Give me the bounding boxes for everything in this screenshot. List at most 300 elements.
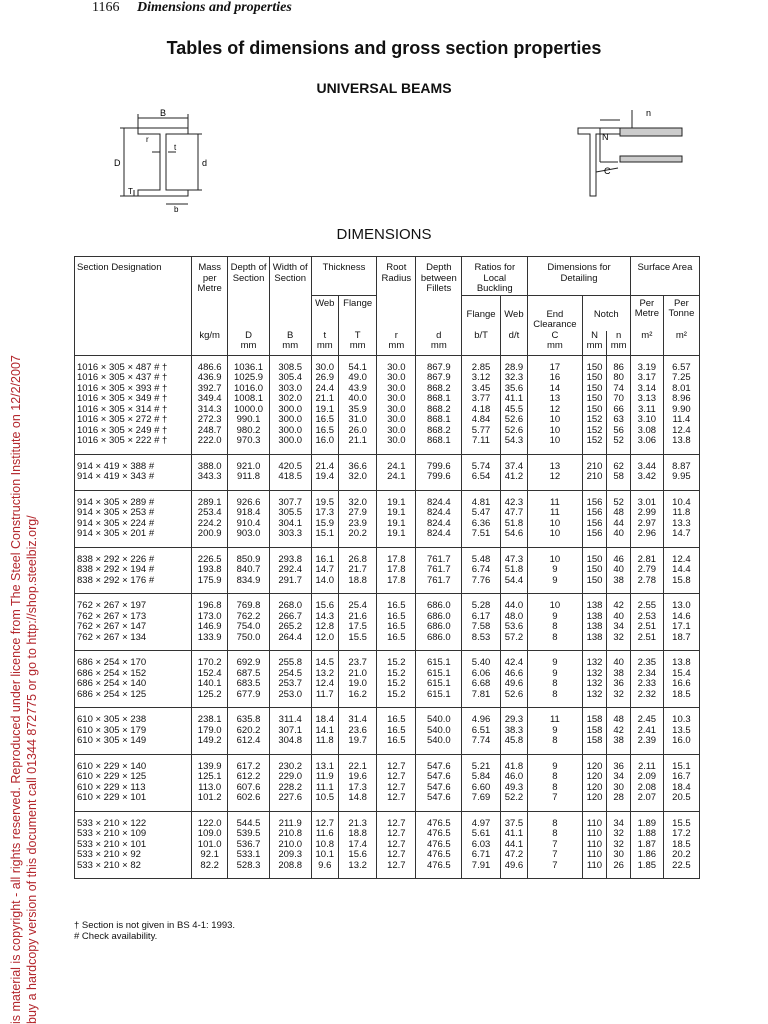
table-cell: 762.2 bbox=[228, 612, 270, 623]
table-cell: 210 bbox=[582, 454, 607, 472]
table-cell: 615.1 bbox=[416, 690, 462, 708]
table-cell: 26.8 bbox=[339, 547, 377, 565]
fig-label-d: d bbox=[202, 158, 208, 168]
table-cell: 17.8 bbox=[377, 576, 416, 594]
unit-N-mm: mm bbox=[586, 340, 603, 351]
table-cell: 533.1 bbox=[228, 850, 270, 861]
table-cell: 13.3 bbox=[663, 519, 699, 530]
table-cell: 51.8 bbox=[500, 519, 527, 530]
unit-n-mm: mm bbox=[610, 340, 627, 351]
table-cell: 17.8 bbox=[377, 547, 416, 565]
fig-label-T: T bbox=[128, 187, 133, 196]
table-cell: 41.1 bbox=[500, 394, 527, 405]
section-group bbox=[75, 754, 700, 811]
table-cell: 63 bbox=[607, 415, 630, 426]
table-cell: 19.0 bbox=[339, 679, 377, 690]
table-cell: 12.7 bbox=[377, 840, 416, 851]
running-head bbox=[92, 0, 292, 16]
table-cell: 18.5 bbox=[663, 840, 699, 851]
table-cell: 54.6 bbox=[500, 529, 527, 547]
table-cell: 54.1 bbox=[339, 355, 377, 373]
table-cell: 926.6 bbox=[228, 490, 270, 508]
table-cell: 12.7 bbox=[377, 772, 416, 783]
table-cell: 49.6 bbox=[500, 679, 527, 690]
section-designation: 610 × 229 × 101 bbox=[75, 793, 192, 811]
table-cell: 3.14 bbox=[630, 384, 663, 395]
table-cell: 2.35 bbox=[630, 651, 663, 669]
table-row bbox=[75, 850, 700, 861]
table-cell: 607.6 bbox=[228, 783, 270, 794]
unit-D-mm: mm bbox=[240, 340, 257, 351]
table-cell: 26 bbox=[607, 861, 630, 879]
section-designation: 533 × 210 × 109 bbox=[75, 829, 192, 840]
table-cell: 16.5 bbox=[377, 708, 416, 726]
table-cell: 1016.0 bbox=[228, 384, 270, 395]
table-cell: 686.0 bbox=[416, 612, 462, 623]
table-cell: 20.2 bbox=[339, 529, 377, 547]
table-cell: 3.01 bbox=[630, 490, 663, 508]
table-row bbox=[75, 633, 700, 651]
table-cell: 56 bbox=[607, 426, 630, 437]
table-cell: 8 bbox=[528, 811, 582, 829]
table-cell: 305.5 bbox=[269, 508, 311, 519]
table-row bbox=[75, 690, 700, 708]
table-cell: 12.7 bbox=[377, 861, 416, 879]
table-cell: 110 bbox=[582, 811, 607, 829]
table-cell: 32.3 bbox=[500, 373, 527, 384]
table-cell: 970.3 bbox=[228, 436, 270, 454]
table-cell: 57.2 bbox=[500, 633, 527, 651]
table-cell: 15.2 bbox=[377, 651, 416, 669]
table-cell: 7.69 bbox=[462, 793, 500, 811]
table-cell: 150 bbox=[582, 394, 607, 405]
table-cell: 12.7 bbox=[377, 793, 416, 811]
table-cell: 3.19 bbox=[630, 355, 663, 373]
table-cell: 754.0 bbox=[228, 622, 270, 633]
table-cell: 13.8 bbox=[663, 436, 699, 454]
table-cell: 19.1 bbox=[377, 519, 416, 530]
table-cell: 307.7 bbox=[269, 490, 311, 508]
table-cell: 300.0 bbox=[269, 436, 311, 454]
table-cell: 18.5 bbox=[663, 690, 699, 708]
footnote-hash: # Check availability. bbox=[74, 931, 158, 942]
table-cell: 307.1 bbox=[269, 726, 311, 737]
unit-T: T bbox=[354, 329, 361, 341]
table-cell: 253.4 bbox=[192, 508, 228, 519]
section-designation: 838 × 292 × 176 # bbox=[75, 576, 192, 594]
table-cell: 17.4 bbox=[339, 840, 377, 851]
table-cell: 300.0 bbox=[269, 405, 311, 416]
table-cell: 12.4 bbox=[663, 426, 699, 437]
section-group bbox=[75, 355, 700, 454]
table-cell: 30.0 bbox=[377, 436, 416, 454]
table-row bbox=[75, 529, 700, 547]
table-cell: 7.74 bbox=[462, 736, 500, 754]
table-cell: 152 bbox=[582, 426, 607, 437]
section-designation: 610 × 305 × 179 bbox=[75, 726, 192, 737]
table-cell: 24.1 bbox=[377, 454, 416, 472]
table-cell: 547.6 bbox=[416, 772, 462, 783]
table-cell: 911.8 bbox=[228, 472, 270, 490]
table-cell: 12.7 bbox=[377, 850, 416, 861]
table-cell: 21.7 bbox=[339, 565, 377, 576]
side-note-line2: buy a hardcopy version of this document call 01344 872775 or go to http://shop.steelbiz.org/ bbox=[25, 515, 39, 1024]
unit-D: D bbox=[245, 329, 252, 341]
table-cell: 16.0 bbox=[311, 436, 338, 454]
table-cell: 868.2 bbox=[416, 426, 462, 437]
th-depth: Depth of Section bbox=[228, 257, 270, 331]
table-cell: 150 bbox=[582, 384, 607, 395]
table-cell: 16.1 bbox=[311, 547, 338, 565]
section-designation: 1016 × 305 × 272 # † bbox=[75, 415, 192, 426]
table-cell: 28 bbox=[607, 793, 630, 811]
table-row bbox=[75, 829, 700, 840]
table-cell: 210.0 bbox=[269, 840, 311, 851]
table-cell: 30 bbox=[607, 850, 630, 861]
table-cell: 40 bbox=[607, 612, 630, 623]
table-cell: 304.8 bbox=[269, 736, 311, 754]
fig-label-t: t bbox=[174, 143, 177, 152]
table-cell: 617.2 bbox=[228, 754, 270, 772]
table-row bbox=[75, 622, 700, 633]
table-cell: 20.5 bbox=[663, 793, 699, 811]
table-cell: 540.0 bbox=[416, 708, 462, 726]
table-cell: 13.2 bbox=[339, 861, 377, 879]
table-cell: 266.7 bbox=[269, 612, 311, 623]
table-cell: 2.81 bbox=[630, 547, 663, 565]
table-cell: 868.1 bbox=[416, 436, 462, 454]
table-cell: 42 bbox=[607, 726, 630, 737]
table-cell: 82.2 bbox=[192, 861, 228, 879]
table-cell: 29.3 bbox=[500, 708, 527, 726]
table-row bbox=[75, 394, 700, 405]
table-cell: 11 bbox=[528, 508, 582, 519]
table-cell: 8 bbox=[528, 633, 582, 651]
table-cell: 10 bbox=[528, 436, 582, 454]
table-cell: 146.9 bbox=[192, 622, 228, 633]
table-cell: 17.1 bbox=[663, 622, 699, 633]
dimensions-table bbox=[74, 256, 700, 879]
table-cell: 132 bbox=[582, 669, 607, 680]
table-cell: 19.1 bbox=[377, 529, 416, 547]
table-cell: 11 bbox=[528, 708, 582, 726]
table-cell: 2.79 bbox=[630, 565, 663, 576]
section-designation: 686 × 254 × 170 bbox=[75, 651, 192, 669]
table-cell: 15.2 bbox=[377, 679, 416, 690]
section-group bbox=[75, 594, 700, 651]
table-cell: 16 bbox=[528, 373, 582, 384]
table-cell: 2.78 bbox=[630, 576, 663, 594]
table-cell: 10.3 bbox=[663, 708, 699, 726]
table-cell: 38 bbox=[607, 669, 630, 680]
table-cell: 14 bbox=[528, 384, 582, 395]
table-cell: 21.6 bbox=[339, 612, 377, 623]
table-cell: 867.9 bbox=[416, 355, 462, 373]
table-cell: 120 bbox=[582, 783, 607, 794]
table-cell: 850.9 bbox=[228, 547, 270, 565]
section-group bbox=[75, 708, 700, 755]
table-cell: 30.0 bbox=[311, 355, 338, 373]
fig-label-C: C bbox=[604, 166, 611, 176]
table-cell: 686.0 bbox=[416, 594, 462, 612]
table-row bbox=[75, 490, 700, 508]
section-designation: 838 × 292 × 226 # bbox=[75, 547, 192, 565]
footnote-dagger: † Section is not given in BS 4-1: 1993. bbox=[74, 920, 236, 931]
table-cell: 16.5 bbox=[377, 633, 416, 651]
unit-bT: b/T bbox=[462, 331, 500, 356]
table-row bbox=[75, 454, 700, 472]
table-cell: 248.7 bbox=[192, 426, 228, 437]
th-r-web: Web bbox=[500, 295, 527, 331]
table-cell: 38.3 bbox=[500, 726, 527, 737]
table-cell: 26.9 bbox=[311, 373, 338, 384]
table-cell: 12 bbox=[528, 472, 582, 490]
section-designation: 533 × 210 × 101 bbox=[75, 840, 192, 851]
table-cell: 476.5 bbox=[416, 850, 462, 861]
table-cell: 547.6 bbox=[416, 754, 462, 772]
table-cell: 139.9 bbox=[192, 754, 228, 772]
table-cell: 16.5 bbox=[377, 622, 416, 633]
table-cell: 9 bbox=[528, 754, 582, 772]
table-cell: 11.6 bbox=[311, 829, 338, 840]
unit-r: r bbox=[394, 329, 398, 341]
table-cell: 18.7 bbox=[663, 633, 699, 651]
fig-label-N: N bbox=[602, 132, 609, 142]
table-cell: 196.8 bbox=[192, 594, 228, 612]
table-cell: 15.9 bbox=[311, 519, 338, 530]
table-cell: 8 bbox=[528, 736, 582, 754]
table-cell: 2.08 bbox=[630, 783, 663, 794]
table-cell: 528.3 bbox=[228, 861, 270, 879]
table-cell: 761.7 bbox=[416, 565, 462, 576]
table-cell: 211.9 bbox=[269, 811, 311, 829]
table-cell: 18.4 bbox=[663, 783, 699, 794]
table-cell: 5.28 bbox=[462, 594, 500, 612]
unit-d: d bbox=[436, 329, 442, 341]
table-cell: 47.3 bbox=[500, 547, 527, 565]
table-cell: 7 bbox=[528, 850, 582, 861]
fig-label-r: r bbox=[146, 135, 149, 144]
table-row bbox=[75, 736, 700, 754]
table-cell: 14.8 bbox=[339, 793, 377, 811]
table-cell: 49.3 bbox=[500, 783, 527, 794]
table-cell: 10 bbox=[528, 415, 582, 426]
table-cell: 5.61 bbox=[462, 829, 500, 840]
table-cell: 686.0 bbox=[416, 622, 462, 633]
table-cell: 7.58 bbox=[462, 622, 500, 633]
table-cell: 175.9 bbox=[192, 576, 228, 594]
table-cell: 9.95 bbox=[663, 472, 699, 490]
table-cell: 3.17 bbox=[630, 373, 663, 384]
table-cell: 420.5 bbox=[269, 454, 311, 472]
table-cell: 476.5 bbox=[416, 840, 462, 851]
table-cell: 156 bbox=[582, 519, 607, 530]
table-cell: 227.6 bbox=[269, 793, 311, 811]
table-cell: 30.0 bbox=[377, 394, 416, 405]
table-row bbox=[75, 472, 700, 490]
table-cell: 903.0 bbox=[228, 529, 270, 547]
section-designation: 762 × 267 × 197 bbox=[75, 594, 192, 612]
table-cell: 292.4 bbox=[269, 565, 311, 576]
table-cell: 12.7 bbox=[377, 754, 416, 772]
unit-t: t bbox=[323, 329, 327, 341]
table-cell: 16.5 bbox=[377, 594, 416, 612]
table-cell: 43.9 bbox=[339, 384, 377, 395]
table-cell: 264.4 bbox=[269, 633, 311, 651]
table-cell: 540.0 bbox=[416, 726, 462, 737]
table-cell: 17.2 bbox=[663, 829, 699, 840]
unit-surface-tonne: m² bbox=[663, 331, 699, 356]
table-cell: 11.1 bbox=[311, 783, 338, 794]
section-designation: 533 × 210 × 82 bbox=[75, 861, 192, 879]
th-thickness: Thickness bbox=[311, 257, 377, 296]
th-ratios: Ratios for Local Buckling bbox=[462, 257, 528, 296]
table-cell: 32 bbox=[607, 690, 630, 708]
th-root: Root Radius bbox=[377, 257, 416, 331]
table-cell: 2.55 bbox=[630, 594, 663, 612]
section-designation: 686 × 254 × 140 bbox=[75, 679, 192, 690]
table-cell: 980.2 bbox=[228, 426, 270, 437]
table-cell: 22.1 bbox=[339, 754, 377, 772]
table-row bbox=[75, 373, 700, 384]
table-cell: 910.4 bbox=[228, 519, 270, 530]
table-cell: 7.91 bbox=[462, 861, 500, 879]
table-cell: 3.45 bbox=[462, 384, 500, 395]
table-cell: 229.0 bbox=[269, 772, 311, 783]
table-cell: 19.5 bbox=[311, 490, 338, 508]
table-cell: 2.33 bbox=[630, 679, 663, 690]
table-cell: 17.8 bbox=[377, 565, 416, 576]
table-cell: 8 bbox=[528, 679, 582, 690]
table-cell: 7.81 bbox=[462, 690, 500, 708]
section-designation: 1016 × 305 × 222 # † bbox=[75, 436, 192, 454]
table-cell: 47.2 bbox=[500, 850, 527, 861]
table-cell: 70 bbox=[607, 394, 630, 405]
table-cell: 8 bbox=[528, 690, 582, 708]
fig-label-n: n bbox=[646, 108, 652, 118]
table-cell: 34 bbox=[607, 772, 630, 783]
unit-N: N bbox=[591, 329, 598, 341]
table-row bbox=[75, 708, 700, 726]
table-cell: 19.6 bbox=[339, 772, 377, 783]
table-row bbox=[75, 508, 700, 519]
th-width: Width of Section bbox=[269, 257, 311, 331]
table-cell: 615.1 bbox=[416, 679, 462, 690]
table-cell: 7 bbox=[528, 793, 582, 811]
copyright-side-note bbox=[8, 124, 40, 1024]
table-cell: 867.9 bbox=[416, 373, 462, 384]
table-cell: 272.3 bbox=[192, 415, 228, 426]
table-cell: 9.90 bbox=[663, 405, 699, 416]
table-cell: 92.1 bbox=[192, 850, 228, 861]
table-cell: 224.2 bbox=[192, 519, 228, 530]
th-dbf: Depth between Fillets bbox=[416, 257, 462, 331]
table-cell: 13.5 bbox=[663, 726, 699, 737]
table-cell: 13.2 bbox=[311, 669, 338, 680]
table-row bbox=[75, 772, 700, 783]
table-cell: 388.0 bbox=[192, 454, 228, 472]
table-cell: 612.4 bbox=[228, 736, 270, 754]
table-cell: 52.2 bbox=[500, 793, 527, 811]
table-cell: 6.71 bbox=[462, 850, 500, 861]
section-designation: 762 × 267 × 147 bbox=[75, 622, 192, 633]
table-cell: 2.32 bbox=[630, 690, 663, 708]
table-cell: 8.96 bbox=[663, 394, 699, 405]
table-cell: 17 bbox=[528, 355, 582, 373]
table-cell: 1.88 bbox=[630, 829, 663, 840]
section-designation: 914 × 305 × 253 # bbox=[75, 508, 192, 519]
section-designation: 610 × 305 × 238 bbox=[75, 708, 192, 726]
footnotes bbox=[74, 920, 235, 942]
page-number: 1166 bbox=[92, 0, 120, 15]
table-cell: 9 bbox=[528, 726, 582, 737]
table-cell: 44 bbox=[607, 519, 630, 530]
table-cell: 54.3 bbox=[500, 436, 527, 454]
table-cell: 255.8 bbox=[269, 651, 311, 669]
table-cell: 536.7 bbox=[228, 840, 270, 851]
table-cell: 150 bbox=[582, 565, 607, 576]
table-cell: 37.5 bbox=[500, 811, 527, 829]
table-row bbox=[75, 436, 700, 454]
section-designation: 533 × 210 × 92 bbox=[75, 850, 192, 861]
running-title: Dimensions and properties bbox=[136, 0, 292, 15]
table-cell: 21.1 bbox=[339, 436, 377, 454]
table-cell: 138 bbox=[582, 594, 607, 612]
table-cell: 824.4 bbox=[416, 529, 462, 547]
table-cell: 343.3 bbox=[192, 472, 228, 490]
table-cell: 15.8 bbox=[663, 576, 699, 594]
th-web: Web bbox=[311, 295, 338, 331]
section-group bbox=[75, 547, 700, 594]
table-cell: 19.4 bbox=[311, 472, 338, 490]
table-cell: 210 bbox=[582, 472, 607, 490]
table-cell: 21.0 bbox=[339, 669, 377, 680]
section-designation: 610 × 305 × 149 bbox=[75, 736, 192, 754]
table-cell: 42 bbox=[607, 594, 630, 612]
table-cell: 6.54 bbox=[462, 472, 500, 490]
table-cell: 990.1 bbox=[228, 415, 270, 426]
table-cell: 602.6 bbox=[228, 793, 270, 811]
table-cell: 11.8 bbox=[311, 736, 338, 754]
section-designation: 686 × 254 × 125 bbox=[75, 690, 192, 708]
table-cell: 53.6 bbox=[500, 622, 527, 633]
section-designation: 838 × 292 × 194 # bbox=[75, 565, 192, 576]
table-cell: 32 bbox=[607, 840, 630, 851]
table-cell: 686.0 bbox=[416, 633, 462, 651]
table-cell: 35.6 bbox=[500, 384, 527, 395]
table-cell: 41.1 bbox=[500, 829, 527, 840]
table-cell: 3.12 bbox=[462, 373, 500, 384]
table-cell: 208.8 bbox=[269, 861, 311, 879]
table-cell: 6.03 bbox=[462, 840, 500, 851]
table-cell: 12.0 bbox=[311, 633, 338, 651]
table-row bbox=[75, 547, 700, 565]
table-cell: 2.39 bbox=[630, 736, 663, 754]
table-cell: 9 bbox=[528, 576, 582, 594]
beam-section-figure bbox=[108, 108, 218, 218]
table-cell: 2.41 bbox=[630, 726, 663, 737]
table-cell: 101.2 bbox=[192, 793, 228, 811]
unit-B-mm: mm bbox=[282, 340, 299, 351]
unit-B: B bbox=[287, 329, 294, 341]
th-surface: Surface Area bbox=[630, 257, 699, 296]
table-cell: 150 bbox=[582, 405, 607, 416]
table-cell: 2.45 bbox=[630, 708, 663, 726]
table-cell: 2.09 bbox=[630, 772, 663, 783]
table-cell: 9 bbox=[528, 565, 582, 576]
side-note-line1: is material is copyright - all rights reserved. Reproduced under licence from The Steel Construction Institute on 12/2/2007 bbox=[9, 355, 23, 1024]
table-cell: 14.0 bbox=[311, 576, 338, 594]
